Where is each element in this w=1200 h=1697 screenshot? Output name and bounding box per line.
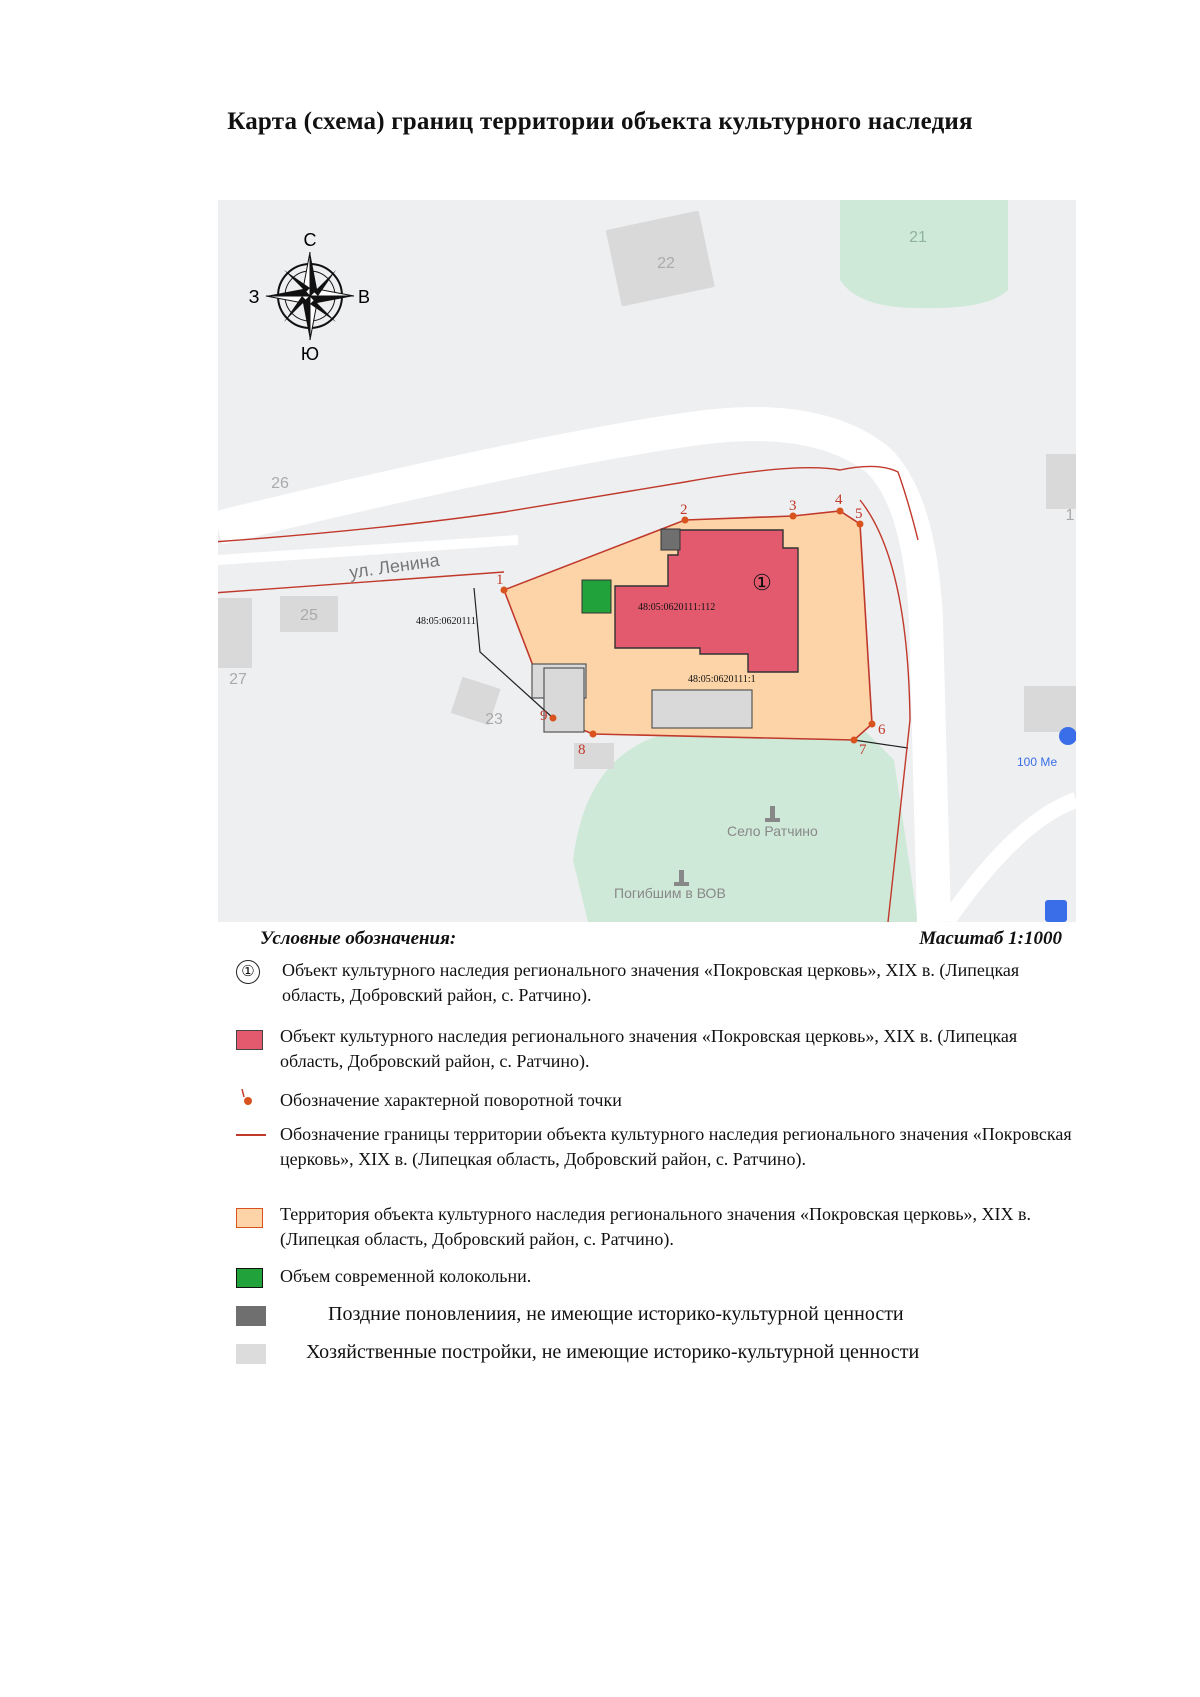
building-east [1046,454,1076,509]
outbuilding-2 [544,668,584,732]
turning-point-icon [236,1088,258,1110]
legend-item [236,1024,1076,1076]
building-number: 26 [271,475,289,492]
compass-rose [266,252,354,340]
cadastral-label: 48:05:0620111:112 [638,602,716,613]
poi-label: 100 Ме [1017,755,1058,769]
outbuilding-swatch-icon [236,1344,266,1364]
street-label: ул. Ленина [347,549,441,583]
point-number-label: 7 [859,742,867,758]
point-number-label: 9 [540,708,548,724]
legend-text: Территория объекта культурного наследия регионального значения «Покровская церковь», XIX в. (Липецкая область, Добровский район, с. Ратчино). [280,1204,1032,1249]
scale-label: Масштаб 1:1000 [919,928,1062,949]
legend-text: Объект культурного наследия регионального значения «Покровская церковь», XIX в. (Липецкая область, Добровский район, с. Ратчино). [282,960,1020,1005]
legend-text: Хозяйственные постройки, не имеющие историко-культурной ценности [306,1341,920,1363]
turning-point [550,715,557,722]
poi-label: Погибшим в ВОВ [614,885,726,901]
territory-swatch-icon [236,1208,263,1228]
building-number: 23 [485,711,503,728]
object-number-icon: ① [236,960,260,984]
boundary-line-icon [236,1134,266,1136]
compass-east-label: В [357,287,371,307]
bell-tower [582,580,611,613]
compass-north-label: С [303,230,317,250]
building-number: 25 [300,607,318,624]
point-number-label: 2 [680,502,688,518]
later-addition-swatch-icon [236,1306,266,1326]
legend-text: Поздние поновлениия, не имеющие историко-культурной ценности [328,1303,904,1325]
legend-heading: Условные обозначения: [260,928,457,949]
legend-item [236,1122,1076,1200]
outbuilding-3 [652,690,752,728]
turning-point [869,721,876,728]
point-number-label: 6 [878,722,886,738]
legend-text: Обозначение границы территории объекта культурного наследия регионального значения «Покровская церковь», XIX в. (Липецкая область, Добровский район, с. Ратчино). [280,1124,1072,1169]
church-swatch-icon [236,1030,263,1050]
turning-point [851,737,858,744]
point-number-label: 5 [855,506,863,522]
page-title: Карта (схема) границ территории объекта культурного наследия [227,108,973,135]
building-far-east [1024,686,1076,732]
later-addition [661,529,680,550]
legend-item [236,1340,1076,1368]
point-number-label: 4 [835,492,843,508]
map-panel [218,200,1076,922]
road-side [218,540,518,560]
point-number-label: 8 [578,742,586,758]
turning-point [590,731,597,738]
object-marker-label: ① [752,570,772,595]
park-area-top [840,200,1008,308]
building-27 [218,598,252,668]
legend-item [236,958,1076,1010]
legend-item [236,1264,1076,1294]
compass-south-label: Ю [300,344,320,364]
poi-label: Село Ратчино [727,823,818,839]
bus-stop-icon [1045,900,1067,922]
building-number: 21 [909,229,927,246]
legend-text: Обозначение характерной поворотной точки [280,1090,622,1110]
map-svg [218,200,1076,922]
legend-item [236,1202,1076,1254]
building-number: 22 [657,255,675,272]
building-number: 27 [229,671,247,688]
turning-point [837,508,844,515]
point-number-label: 1 [496,572,504,588]
cadastral-label: 48:05:0620111 [416,616,476,627]
compass-west-label: З [248,287,260,307]
legend-item [236,1088,1076,1116]
point-number-label: 3 [789,498,797,514]
legend-text: Объем современной колокольни. [280,1266,532,1286]
building-number: 1 [1065,507,1075,524]
legend-text: Объект культурного наследия регионального значения «Покровская церковь», XIX в. (Липецкая область, Добровский район, с. Ратчино). [280,1026,1018,1071]
legend-item [236,1302,1076,1330]
bell-tower-swatch-icon [236,1268,263,1288]
cadastral-label: 48:05:0620111:1 [688,674,756,685]
